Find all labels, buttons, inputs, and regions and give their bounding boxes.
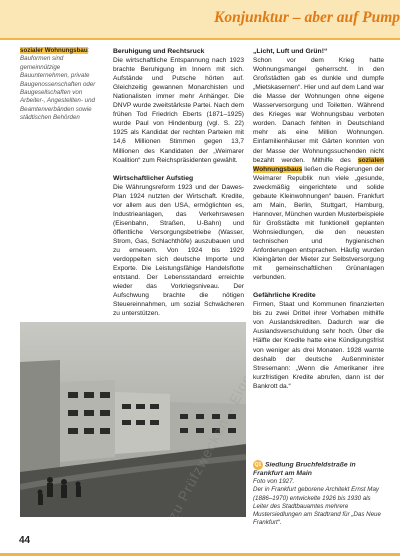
paragraph-beruhigung: Die wirtschaftliche Entspannung nach 1923 brachte Beruhigung im Innern mit sich. Aufstände und Putsche hörten auf. Gleichzeitig gewannen Monarchisten und Nationalisten immer mehr Anhänger. Die DNVP wurde zweitstärkste Partei. Nach dem frühen Tod Friedrich Eberts (1871–1925) wurde Paul von Hindenburg (vgl. S. 22) 1925 als Kandidat der rechten Parteien mit 14,6 Millionen Stimmen gegen 13,7 Millionen des Kandidaten der „Weimarer Koalition“ zum Reichspräsidenten gewählt. <box>113 57 244 164</box>
heading-kredite: Gefährliche Kredite <box>253 292 316 300</box>
highlighted-term: sozialen Wohnungsbaus <box>253 156 384 173</box>
column-middle <box>113 47 244 318</box>
glossary-text: : Bauformen sind gemeinnützige Bauunternehmen, private Baugenossenschaften oder Baugesellschaften von Arbeiter-, Angestellten- und Beamtenverbänden sowie städtischen Behörden <box>20 47 96 122</box>
photo-illustration <box>20 322 246 517</box>
paragraph-text: ließen die Regierungen der Weimarer Republik nun viele „gesunde, zweckmäßig eingerichtete und solide gebaute Kleinwohnungen“ bauen. Frankfurt am Main, Berlin, Stuttgart, Hamburg, Hannover, München wurden Musterbeispiele für Großstädte mit funktionell geplanten Wohnsiedlungen, die den neuesten technischen und hygienischen Anforderungen entsprachen. Häufig wurden Kleingärten der Mieter zur Selbstversorgung mit gemeinschaftlichen Grünanlagen verbunden. <box>253 165 384 282</box>
page-title: Konjunktur – aber auf Pump <box>214 9 400 26</box>
photo-caption <box>253 460 384 527</box>
source-badge: Q1 <box>254 462 262 468</box>
watermark: zu Prüfzwecken – <box>164 403 238 517</box>
glossary-note <box>20 47 100 123</box>
caption-title: Siedlung Bruchfeldstraße in Frankfurt am Main <box>253 461 356 477</box>
column-right <box>253 47 384 391</box>
paragraph-licht-luft <box>253 56 384 282</box>
caption-date: Foto von 1927. <box>253 478 295 486</box>
historic-photo-siedlung <box>20 322 246 517</box>
heading-beruhigung: Beruhigung und Rechtsruck <box>113 48 205 55</box>
paragraph-aufstieg: Die Währungsreform 1923 und der Dawes-Plan 1924 nutzten der Wirtschaft. Kredite, vor allem aus den USA, ermöglichten es, Industrieanlagen, das Verkehrswesen (Eisenbahn, Straßen, U-Bahn) und öffentliche Versorgungsbetriebe (Wasser, Strom, Gas, Schlachthöfe) auszubauen und zu erneuern. Von 1924 bis 1929 verdoppelten sich deutsche Importe und Exporte. Die Leistungsfähige Handelsflotte entstand. Der Lebensstandard erreichte wieder das Vorkriegsniveau. Der Aufschwung brachte die nötigen Steuereinnahmen, um sozial Schwächeren zu unterstützen. <box>113 183 244 318</box>
page-number: 44 <box>19 535 31 546</box>
paragraph-kredite: Firmen, Staat und Kommunen finanzierten bis zu zwei Drittel ihrer Vorhaben mithilfe von Auslandskrediten. Dadurch war die Auslandsverschuldung sehr hoch. Über die Hälfte der Kredite hatte eine Kündigungsfrist von weniger als drei Monaten. 1928 warnte deshalb der deutsche Außenminister Stresemann: „Wenn die Amerikaner ihre kurzfristigen Kredite abrufen, dann ist der Bankrott da.“ <box>253 301 384 390</box>
caption-body: Der in Frankfurt geborene Architekt Ernst May (1886–1970) entwickelte 1926 bis 1930 als Leiter des Stadtbauamtes mehrere Mustersiedlungen am Stadtrand für „Das Neue Frankfurt“. <box>253 486 381 527</box>
heading-aufstieg: Wirtschaftlicher Aufstieg <box>113 174 194 182</box>
heading-licht-luft: „Licht, Luft und Grün!“ <box>253 48 328 55</box>
glossary-term: sozialer Wohnungsbau <box>20 47 88 54</box>
paragraph-text: Schon vor dem Krieg hatte Wohnungsmangel geherrscht. In den Großstädten gab es dunkle und dumpfe „Mietskasernen“. Hier und auf dem Land war die Masse der Wohnungen ohne eigene Wasserversorgung und Toiletten. Während des Krieges war Wohnungsbau verboten worden. Danach fehlten in Deutschland mehr als eine Million Wohnungen. Einfamilienhäuser mit Gärten konnten von der Masse der Wohnungssuchenden nicht bezahlt werden. Mithilfe des <box>253 57 384 164</box>
header-divider <box>0 38 400 40</box>
